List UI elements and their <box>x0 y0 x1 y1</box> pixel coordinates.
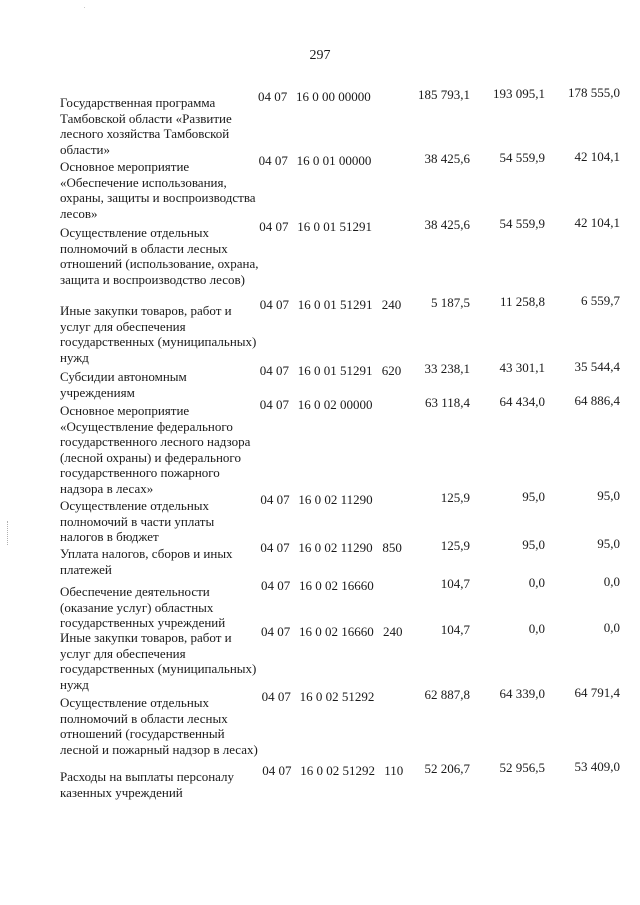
row-amount-3: 95,0 <box>597 536 620 551</box>
row-amount-2: 193 095,1 <box>493 86 545 101</box>
row-name: Иные закупки товаров, работ и услуг для обеспечения государственных (муниципальных) нужд <box>60 303 257 365</box>
row-target-code: 16 0 01 51291 <box>297 297 373 312</box>
row-amount-1: 185 793,1 <box>418 87 470 102</box>
row-expense-type: 110 <box>384 763 404 778</box>
row-amount-3: 42 104,1 <box>574 215 620 230</box>
row-target-code: 16 0 00 00000 <box>296 89 371 104</box>
row-amount-2: 95,0 <box>522 537 545 552</box>
row-target-code: 16 0 02 11290 <box>298 492 373 507</box>
row-amount-3: 53 409,0 <box>574 759 620 774</box>
row-amount-3: 42 104,1 <box>574 149 620 164</box>
row-amount-2: 54 559,9 <box>499 150 545 165</box>
row-amount-2: 0,0 <box>528 621 545 636</box>
row-expense-type: 620 <box>381 363 402 378</box>
row-name: Субсидии автономным учреждениям <box>60 369 187 400</box>
row-amount-2: 64 339,0 <box>499 686 545 701</box>
row-amount-1: 125,9 <box>440 538 470 553</box>
row-amount-2: 54 559,9 <box>499 216 545 231</box>
row-name: Обеспечение деятельности (оказание услуг) областных государственных учреждений <box>60 584 226 630</box>
row-target-code: 16 0 02 16660 <box>299 578 374 593</box>
row-amount-2: 11 258,8 <box>499 294 545 309</box>
row-name: Осуществление отдельных полномочий в части уплаты налогов в бюджет <box>60 498 215 544</box>
row-target-code: 16 0 01 51291 <box>297 219 372 234</box>
row-section-code: 04 07 <box>259 397 290 412</box>
row-amount-3: 178 555,0 <box>568 85 620 100</box>
row-amount-1: 33 238,1 <box>424 361 470 376</box>
page-number: 297 <box>309 48 331 63</box>
row-amount-2: 95,0 <box>522 489 545 504</box>
row-amount-3: 0,0 <box>603 574 620 589</box>
row-target-code: 16 0 01 51291 <box>297 363 373 378</box>
row-section-code: 04 07 <box>260 540 290 555</box>
row-name: Осуществление отдельных полномочий в области лесных отношений (использование, охрана, защита и воспроизводство лесов) <box>60 225 259 287</box>
row-target-code: 16 0 02 00000 <box>297 397 373 412</box>
row-section-code: 04 07 <box>258 89 288 104</box>
row-amount-3: 64 886,4 <box>574 393 620 408</box>
row-amount-2: 52 956,5 <box>499 760 545 775</box>
row-section-code: 04 07 <box>259 297 290 312</box>
row-name: Иные закупки товаров, работ и услуг для обеспечения государственных (муниципальных) нужд <box>60 630 257 692</box>
row-section-code: 04 07 <box>260 492 290 507</box>
row-target-code: 16 0 02 16660 <box>299 624 374 639</box>
row-amount-1: 38 425,6 <box>424 151 470 166</box>
row-target-code: 16 0 01 00000 <box>296 153 372 168</box>
row-section-code: 04 07 <box>261 578 291 593</box>
row-section-code: 04 07 <box>258 153 288 168</box>
row-name: Уплата налогов, сборов и иных платежей <box>60 546 233 577</box>
row-amount-1: 38 425,6 <box>424 217 470 232</box>
row-expense-type: 240 <box>383 624 403 639</box>
row-amount-1: 104,7 <box>440 576 470 591</box>
row-amount-1: 63 118,4 <box>424 395 470 410</box>
row-amount-1: 125,9 <box>440 490 470 505</box>
row-amount-1: 5 187,5 <box>431 295 470 310</box>
row-amount-3: 95,0 <box>597 488 620 503</box>
row-amount-2: 43 301,1 <box>499 360 545 375</box>
row-section-code: 04 07 <box>259 219 289 234</box>
row-name: Государственная программа Тамбовской области «Развитие лесного хозяйства Тамбовской области» <box>60 95 232 157</box>
row-amount-3: 64 791,4 <box>574 685 620 700</box>
row-section-code: 04 07 <box>261 689 291 704</box>
row-target-code: 16 0 02 51292 <box>300 763 375 778</box>
row-section-code: 04 07 <box>261 624 291 639</box>
row-target-code: 16 0 02 51292 <box>299 689 375 704</box>
row-name: Расходы на выплаты персоналу казенных учреждений <box>60 769 235 800</box>
row-amount-1: 62 887,8 <box>424 687 470 702</box>
row-amount-2: 64 434,0 <box>499 394 545 409</box>
row-expense-type: 850 <box>382 540 402 555</box>
row-target-code: 16 0 02 11290 <box>298 540 373 555</box>
row-amount-1: 52 206,7 <box>424 761 470 776</box>
row-amount-2: 0,0 <box>528 575 545 590</box>
row-section-code: 04 07 <box>259 363 290 378</box>
row-name: Основное мероприятие «Осуществление федерального государственного лесного надзора (лесной охраны) и федерального государственного пожарного надзора в лесах» <box>60 403 251 496</box>
row-expense-type: 240 <box>381 297 402 312</box>
row-name: Основное мероприятие «Обеспечение использования, охраны, защиты и воспроизводства лесов» <box>60 159 256 221</box>
row-amount-3: 0,0 <box>603 620 620 635</box>
row-amount-3: 35 544,4 <box>574 359 620 374</box>
row-amount-3: 6 559,7 <box>581 293 620 308</box>
row-section-code: 04 07 <box>262 763 292 778</box>
row-amount-1: 104,7 <box>440 622 470 637</box>
row-name: Осуществление отдельных полномочий в области лесных отношений (государственный лесной и пожарный надзор в лесах) <box>60 695 258 757</box>
